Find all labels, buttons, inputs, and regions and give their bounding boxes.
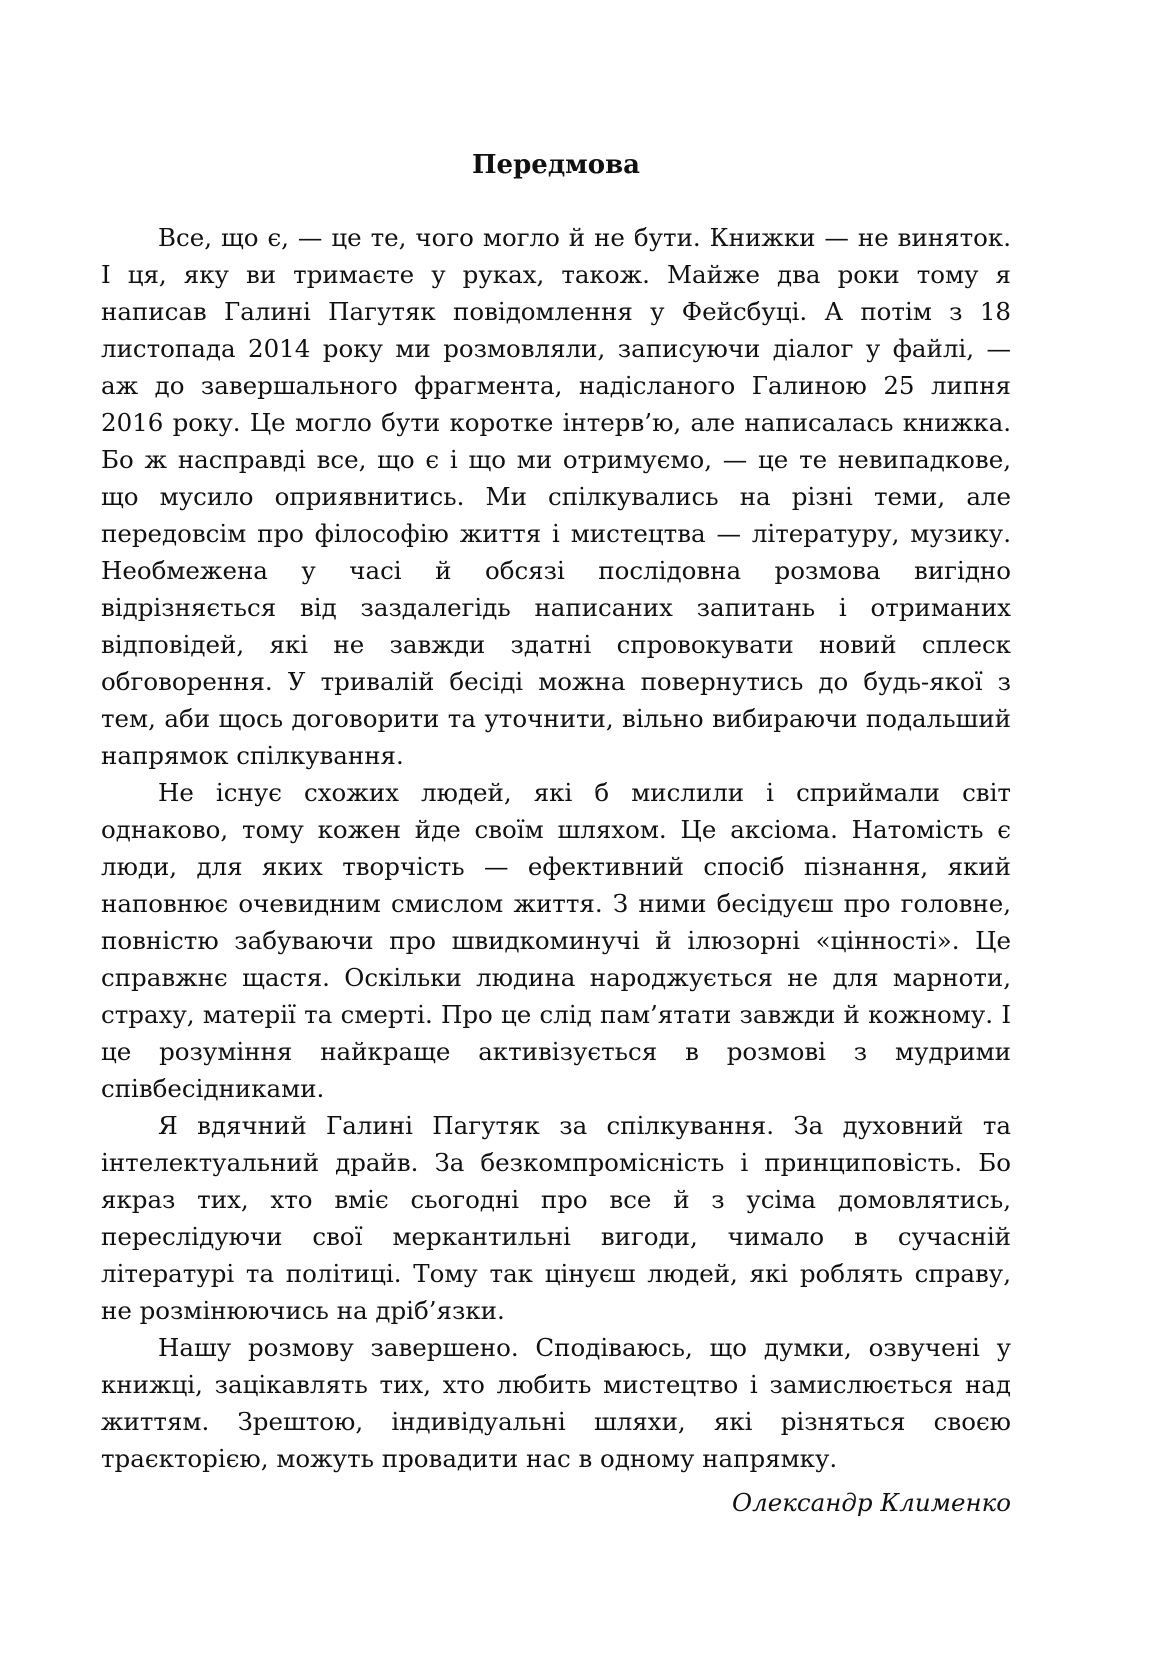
preface-page — [101, 148, 1011, 1521]
page-title: Передмова — [472, 150, 640, 180]
paragraph-4: Нашу розмову завершено. Сподіваюсь, що думки, озвучені у книжці, зацікавлять тих, хто любить мистецтво і замислюється над життям. Зрештою, індивідуальні шляхи, які різняться своєю траєкторією, можуть провадити нас в одному напрямку. — [101, 1333, 1011, 1473]
paragraph-1: Все, що є, — це те, чого могло й не бути. Книжки — не виняток. І ця, яку ви тримаєте у руках, також. Майже два роки тому я написав Галині Пагутяк повідомлення у Фейсбуці. А потім з 18 листопада 2014 року ми розмовляли, записуючи діалог у файлі, — аж до завершального фрагмента, надісланого Галиною 25 липня 2016 року. Це могло бути коротке інтерв’ю, але написалась книжка. Бо ж насправді все, що є і що ми отримуємо, — це те невипадкове, що мусило оприявнитись. Ми спілкувались на різні теми, але передовсім про філософію життя і мистецтва — літературу, музику. Необмежена у часі й обсязі послідовна розмова вигідно відрізняється від заздалегідь написаних запитань і отриманих відповідей, які не завжди здатні спровокувати новий сплеск обговорення. У тривалій бесіді можна повернутись до будь-якої з тем, аби щось договорити та уточнити, вільно вибираючи подальший напрямок спілкування. — [101, 223, 1011, 770]
paragraph-3: Я вдячний Галині Пагутяк за спілкування. За духовний та інтелектуальний драйв. За безкомпромісність і принциповість. Бо якраз тих, хто вміє сьогодні про все й з усіма домовлятись, переслідуючи свої меркантильні вигоди, чимало в сучасній літературі та політиці. Тому так цінуєш людей, які роблять справу, не розмінюючись на дріб’язки. — [101, 1111, 1011, 1325]
paragraph-2: Не існує схожих людей, які б мислили і сприймали світ однаково, тому кожен йде своїм шляхом. Це аксіома. Натомість є люди, для яких творчість — ефективний спосіб пізнання, який наповнює очевидним смислом життя. З ними бесідуєш про головне, повністю забуваючи про швидкоминучі й ілюзорні «цінності». Це справжнє щастя. Оскільки людина народжується не для марноти, страху, матерії та смерті. Про це слід пам’ятати завжди й кожному. І це розуміння найкраще активізується в розмові з мудрими співбесідниками. — [101, 778, 1011, 1103]
author-signature: Олександр Клименко — [732, 1488, 1011, 1517]
